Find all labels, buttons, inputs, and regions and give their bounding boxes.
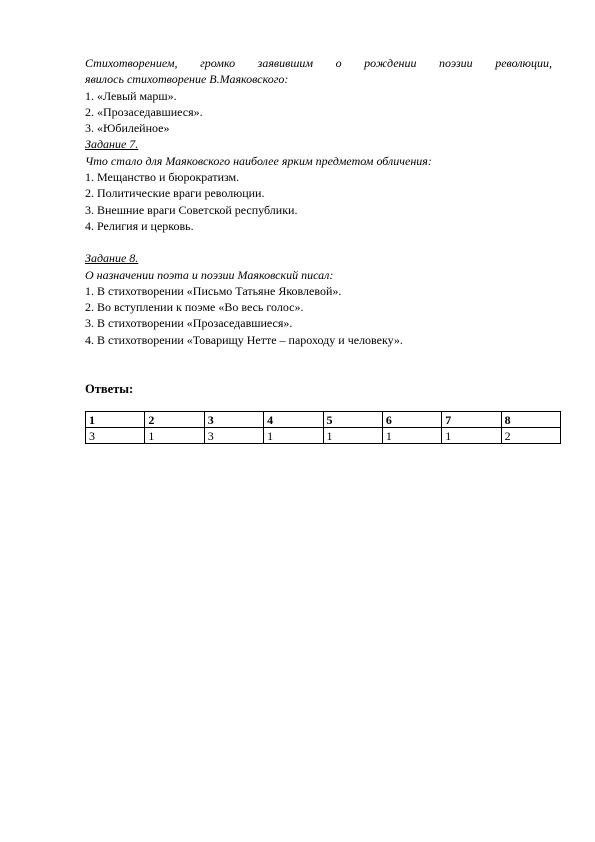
question7-prompt: Что стало для Маяковского наиболее ярким предметом обличения: — [85, 153, 432, 168]
answer-value-cell: 3 — [204, 428, 263, 444]
answer-value-cell: 3 — [86, 428, 145, 444]
question6-option: 3. «Юбилейное» — [85, 121, 170, 136]
question6-prompt-line2: явилось стихотворение В.Маяковского: — [85, 72, 289, 87]
document-content — [85, 55, 552, 444]
question6-prompt-line1: Стихотворением, громко заявившим о рождении поэзии революции, — [85, 56, 552, 70]
answer-number-cell: 6 — [382, 412, 441, 428]
answers-table — [85, 411, 561, 444]
answers-value-row — [86, 428, 561, 444]
spacer — [85, 348, 552, 381]
question8-prompt: О назначении поэта и поэзии Маяковский писал: — [85, 267, 334, 282]
question8-option: 3. В стихотворении «Прозаседавшиеся». — [85, 316, 293, 331]
question7-title: Задание 7. — [85, 137, 139, 152]
question8-option: 4. В стихотворении «Товарищу Нетте – пароходу и человеку». — [85, 332, 403, 347]
answer-number-cell: 4 — [264, 412, 323, 428]
question7-option: 3. Внешние враги Советской республики. — [85, 202, 298, 217]
question7-option: 2. Политические враги революции. — [85, 186, 265, 201]
answer-value-cell: 1 — [442, 428, 501, 444]
question8-option: 1. В стихотворении «Письмо Татьяне Яковлевой». — [85, 283, 342, 298]
answer-number-cell: 3 — [204, 412, 263, 428]
answer-number-cell: 1 — [86, 412, 145, 428]
question6-option: 2. «Прозаседавшиеся». — [85, 104, 203, 119]
question7-option: 4. Религия и церковь. — [85, 218, 194, 233]
answer-value-cell: 1 — [145, 428, 204, 444]
question7-option: 1. Мещанство и бюрократизм. — [85, 170, 240, 185]
question8-title: Задание 8. — [85, 251, 139, 266]
question6-option: 1. «Левый марш». — [85, 88, 177, 103]
answer-number-cell: 5 — [323, 412, 382, 428]
answers-header-row — [86, 412, 561, 428]
answer-number-cell: 2 — [145, 412, 204, 428]
answer-value-cell: 1 — [264, 428, 323, 444]
answer-number-cell: 8 — [501, 412, 560, 428]
spacer — [85, 234, 552, 250]
answer-value-cell: 1 — [323, 428, 382, 444]
answer-value-cell: 2 — [501, 428, 560, 444]
question8-option: 2. Во вступлении к поэме «Во весь голос». — [85, 300, 304, 315]
answer-value-cell: 1 — [382, 428, 441, 444]
answer-number-cell: 7 — [442, 412, 501, 428]
answers-title: Ответы: — [85, 382, 134, 397]
